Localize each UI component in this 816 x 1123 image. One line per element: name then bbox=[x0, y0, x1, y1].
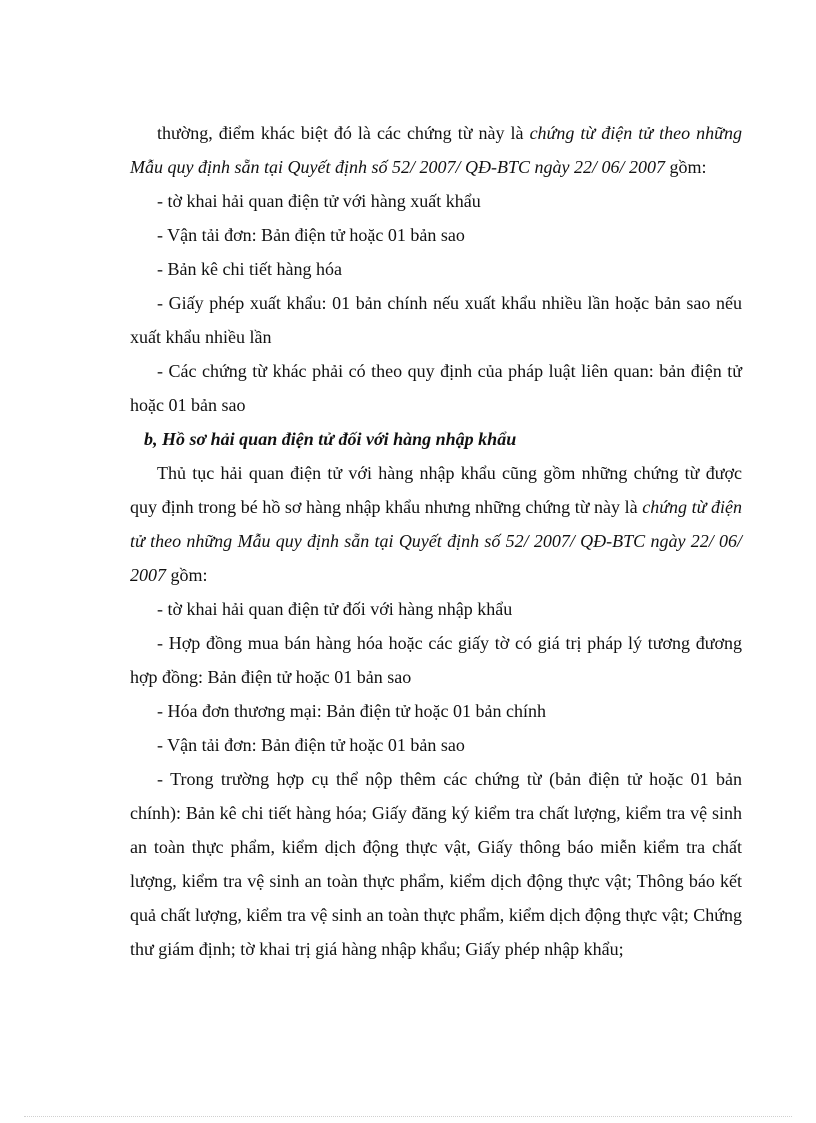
section-heading-b: b, Hồ sơ hải quan điện tử đối với hàng nhập khẩu bbox=[144, 429, 517, 449]
italic-reference: chứng từ điện tử theo những Mẫu quy định sẵn tại Quyết định số 52/ 2007/ QĐ-BTC ngày 22/ 06/ 2007 bbox=[130, 497, 742, 585]
paragraph-continuation bbox=[130, 116, 742, 184]
paragraph-text: thường, điểm khác biệt đó là các chứng từ này là bbox=[157, 123, 530, 143]
italic-reference: chứng từ điện tử theo những Mẫu quy định sẵn tại Quyết định số 52/ 2007/ QĐ-BTC ngày 22/ 06/ 2007 bbox=[130, 123, 742, 177]
paragraph-text: Thủ tục hải quan điện tử với hàng nhập khẩu cũng gồm những chứng từ được quy định trong bé hồ sơ hàng nhập khẩu nhưng những chứng từ này là bbox=[130, 463, 742, 517]
list-item-export-packing-list: - Bản kê chi tiết hàng hóa bbox=[157, 259, 342, 279]
list-item-export-license: - Giấy phép xuất khẩu: 01 bản chính nếu xuất khẩu nhiều lần hoặc bản sao nếu xuất khẩu nhiều lần bbox=[130, 293, 742, 347]
list-item-import-declaration: - tờ khai hải quan điện tử đối với hàng nhập khẩu bbox=[157, 599, 513, 619]
page-bottom-divider bbox=[24, 1116, 792, 1117]
paragraph-text-end: gồm: bbox=[166, 565, 208, 585]
list-item-import-additional-documents: - Trong trường hợp cụ thể nộp thêm các chứng từ (bản điện tử hoặc 01 bản chính): Bản kê chi tiết hàng hóa; Giấy đăng ký kiểm tra chất lượng, kiểm tra vệ sinh an toàn thực phẩm, kiểm dịch động thực vật, Giấy thông báo miễn kiểm tra chất lượng, kiểm tra vệ sinh an toàn thực phẩm, kiểm dịch động thực vật; Thông báo kết quả chất lượng, kiểm tra vệ sinh an toàn thực phẩm, kiểm dịch động thực vật; Chứng thư giám định; tờ khai trị giá hàng nhập khẩu; Giấy phép nhập khẩu; bbox=[130, 769, 742, 959]
paragraph-import-intro bbox=[130, 456, 742, 592]
list-item-export-declaration: - tờ khai hải quan điện tử với hàng xuất khẩu bbox=[157, 191, 481, 211]
list-item-export-bill-of-lading: - Vận tải đơn: Bản điện tử hoặc 01 bản sao bbox=[157, 225, 465, 245]
paragraph-text-end: gồm: bbox=[664, 157, 707, 177]
list-item-import-contract: - Hợp đồng mua bán hàng hóa hoặc các giấy tờ có giá trị pháp lý tương đương hợp đồng: Bản điện tử hoặc 01 bản sao bbox=[130, 633, 742, 687]
list-item-export-other-documents: - Các chứng từ khác phải có theo quy định của pháp luật liên quan: bản điện tử hoặc 01 bản sao bbox=[130, 361, 742, 415]
document-page bbox=[130, 116, 742, 966]
list-item-import-invoice: - Hóa đơn thương mại: Bản điện tử hoặc 01 bản chính bbox=[157, 701, 546, 721]
list-item-import-bill-of-lading: - Vận tải đơn: Bản điện tử hoặc 01 bản sao bbox=[157, 735, 465, 755]
